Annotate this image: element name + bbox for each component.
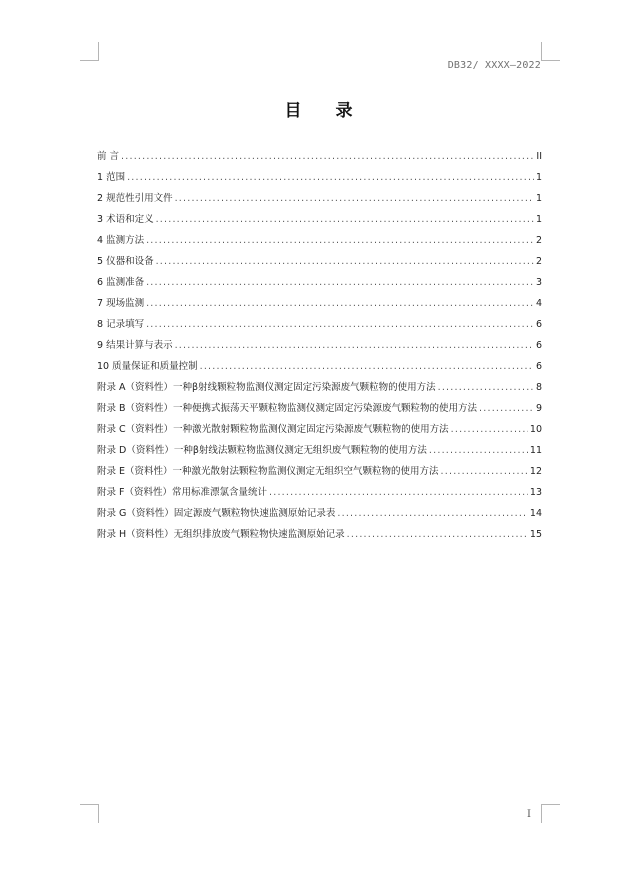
toc-entry[interactable] xyxy=(97,526,542,544)
toc-entry-page: 14 xyxy=(529,508,542,519)
page-number: I xyxy=(527,809,531,820)
toc-entry-page: 1 xyxy=(535,214,542,225)
crop-mark-top-left xyxy=(80,42,99,61)
toc-entry-title: 附录 G（资料性）固定源废气颗粒物快速监测原始记录表 xyxy=(97,508,336,519)
toc-entry-row xyxy=(97,505,542,523)
toc-leader-dots xyxy=(146,316,534,334)
toc-entry-page: 2 xyxy=(535,235,542,246)
toc-entry-row xyxy=(97,148,542,166)
toc-leader-dots xyxy=(479,400,534,418)
toc-leader-dots xyxy=(175,337,534,355)
toc-entry-row xyxy=(97,379,542,397)
toc-entry-page: 3 xyxy=(535,277,542,288)
toc-entry-title: 1 范围 xyxy=(97,172,126,183)
toc-leader-dots xyxy=(200,358,534,376)
toc-entry[interactable] xyxy=(97,484,542,502)
toc-entry-title: 附录 F（资料性）常用标准漂氯含量统计 xyxy=(97,487,267,498)
toc-entry-row xyxy=(97,442,542,460)
toc-leader-dots xyxy=(127,169,534,187)
toc-leader-dots xyxy=(269,484,528,502)
toc-entry-title: 附录 D（资料性）一种β射线法颗粒物监测仪测定无组织废气颗粒物的使用方法 xyxy=(97,445,427,456)
toc-entry-row xyxy=(97,295,542,313)
toc-entry[interactable] xyxy=(97,379,542,397)
toc-entry-row xyxy=(97,232,542,250)
toc-leader-dots xyxy=(451,421,528,439)
toc-entry-row xyxy=(97,316,542,334)
toc-leader-dots xyxy=(156,253,534,271)
toc-entry[interactable] xyxy=(97,274,542,292)
toc-entry-page: 9 xyxy=(535,403,542,414)
toc-entry[interactable] xyxy=(97,463,542,481)
toc-leader-dots xyxy=(146,274,534,292)
toc-entry-page: 10 xyxy=(529,424,542,435)
toc-entry-page: 8 xyxy=(535,382,542,393)
toc-entry[interactable] xyxy=(97,337,542,355)
toc-entry[interactable] xyxy=(97,316,542,334)
toc-entry[interactable] xyxy=(97,421,542,439)
standard-code: DB32/ XXXX—2022 xyxy=(447,60,541,71)
crop-mark-bottom-left xyxy=(80,804,99,823)
toc-entry[interactable] xyxy=(97,442,542,460)
toc-entry-row xyxy=(97,337,542,355)
toc-entry-page: 15 xyxy=(529,529,542,540)
table-of-contents xyxy=(97,148,542,547)
toc-entry-row xyxy=(97,421,542,439)
toc-entry-title: 附录 H（资料性）无组织排放废气颗粒物快速监测原始记录 xyxy=(97,529,345,540)
toc-entry-row xyxy=(97,274,542,292)
page-title: 目 录 xyxy=(284,101,367,121)
toc-leader-dots xyxy=(438,379,534,397)
toc-entry-title: 2 规范性引用文件 xyxy=(97,193,173,204)
toc-entry[interactable] xyxy=(97,169,542,187)
toc-entry-title: 附录 B（资料性）一种便携式振荡天平颗粒物监测仪测定固定污染源废气颗粒物的使用方法 xyxy=(97,403,478,414)
toc-entry-title: 附录 C（资料性）一种激光散射颗粒物监测仪测定固定污染源废气颗粒物的使用方法 xyxy=(97,424,449,435)
toc-entry-row xyxy=(97,526,542,544)
toc-entry-page: 11 xyxy=(529,445,542,456)
toc-leader-dots xyxy=(146,232,534,250)
toc-entry-title: 5 仪器和设备 xyxy=(97,256,154,267)
toc-entry-row xyxy=(97,358,542,376)
toc-entry-page: 4 xyxy=(535,298,542,309)
toc-entry-row xyxy=(97,484,542,502)
toc-entry[interactable] xyxy=(97,190,542,208)
toc-entry[interactable] xyxy=(97,400,542,418)
toc-entry[interactable] xyxy=(97,211,542,229)
toc-leader-dots xyxy=(429,442,528,460)
toc-entry-title: 7 现场监测 xyxy=(97,298,145,309)
toc-leader-dots xyxy=(156,211,534,229)
toc-entry-title: 4 监测方法 xyxy=(97,235,145,246)
toc-leader-dots xyxy=(347,526,528,544)
toc-entry-title: 8 记录填写 xyxy=(97,319,145,330)
toc-entry[interactable] xyxy=(97,253,542,271)
toc-entry-title: 3 术语和定义 xyxy=(97,214,154,225)
toc-entry-page: 1 xyxy=(535,172,542,183)
toc-entry-title: 前 言 xyxy=(97,151,120,162)
toc-entry-page: 6 xyxy=(535,319,542,330)
toc-entry-title: 10 质量保证和质量控制 xyxy=(97,361,198,372)
toc-entry[interactable] xyxy=(97,148,542,166)
toc-entry-page: 12 xyxy=(529,466,542,477)
toc-entry-row xyxy=(97,211,542,229)
toc-entry-page: 6 xyxy=(535,361,542,372)
toc-entry-row xyxy=(97,253,542,271)
toc-entry-row xyxy=(97,190,542,208)
toc-entry-row xyxy=(97,169,542,187)
toc-entry[interactable] xyxy=(97,505,542,523)
toc-entry-title: 6 监测准备 xyxy=(97,277,145,288)
toc-entry-page: 2 xyxy=(535,256,542,267)
toc-leader-dots xyxy=(441,463,528,481)
toc-entry-page: II xyxy=(536,151,542,162)
toc-leader-dots xyxy=(121,148,534,166)
toc-entry[interactable] xyxy=(97,295,542,313)
toc-leader-dots xyxy=(175,190,534,208)
toc-entry-row xyxy=(97,463,542,481)
toc-entry-title: 附录 E（资料性）一种激光散射法颗粒物监测仪测定无组织空气颗粒物的使用方法 xyxy=(97,466,439,477)
toc-entry-page: 6 xyxy=(535,340,542,351)
toc-leader-dots xyxy=(146,295,534,313)
toc-entry-page: 13 xyxy=(529,487,542,498)
toc-entry-row xyxy=(97,400,542,418)
toc-entry[interactable] xyxy=(97,232,542,250)
toc-leader-dots xyxy=(337,505,528,523)
toc-entry-title: 附录 A（资料性）一种β射线颗粒物监测仪测定固定污染源废气颗粒物的使用方法 xyxy=(97,382,436,393)
crop-mark-top-right xyxy=(541,42,560,61)
toc-entry-page: 1 xyxy=(535,193,542,204)
crop-mark-bottom-right xyxy=(541,804,560,823)
toc-entry-title: 9 结果计算与表示 xyxy=(97,340,173,351)
toc-entry[interactable] xyxy=(97,358,542,376)
